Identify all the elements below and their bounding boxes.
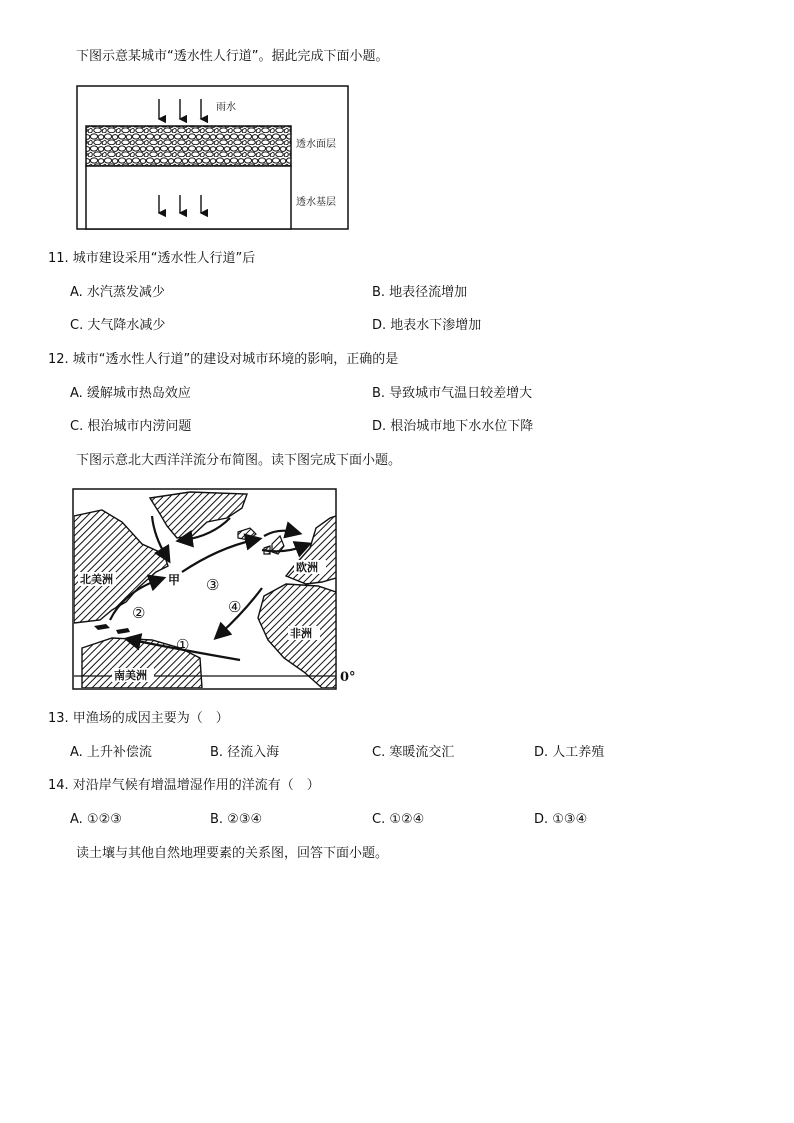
question-14-option-c: C. ①②④ <box>372 812 425 827</box>
question-13-stem: 13. 甲渔场的成因主要为（ ） <box>48 711 229 726</box>
permeable-surface-layer <box>86 126 291 166</box>
intro-text-3: 读土壤与其他自然地理要素的关系图，回答下面小题。 <box>76 846 389 861</box>
label-base-layer: 透水基层 <box>296 197 336 208</box>
label-equator: 0° <box>340 670 356 685</box>
intro-text-2: 下图示意北大西洋洋流分布简图。读下图完成下面小题。 <box>76 453 402 468</box>
label-south-america: 南美洲 <box>114 669 147 682</box>
question-12-option-a: A. 缓解城市热岛效应 <box>70 386 191 401</box>
question-12-option-c: C. 根治城市内涝问题 <box>70 419 192 434</box>
label-rain: 雨水 <box>216 102 236 113</box>
label-africa: 非洲 <box>290 627 312 640</box>
label-current-3: ③ <box>206 576 220 594</box>
question-13-option-c: C. 寒暖流交汇 <box>372 745 455 760</box>
question-14-option-a: A. ①②③ <box>70 812 122 827</box>
question-11-option-a: A. 水汽蒸发减少 <box>70 285 165 300</box>
question-11-stem: 11. 城市建设采用“透水性人行道”后 <box>48 251 256 266</box>
question-11-option-c: C. 大气降水减少 <box>70 318 166 333</box>
label-fishing-ground-jia: 甲 <box>168 573 181 587</box>
question-12-option-d: D. 根治城市地下水水位下降 <box>372 419 534 434</box>
north-atlantic-currents-map <box>72 488 362 692</box>
question-11-option-b: B. 地表径流增加 <box>372 285 468 300</box>
question-13-option-a: A. 上升补偿流 <box>70 745 152 760</box>
label-current-4: ④ <box>228 598 242 616</box>
permeable-base-layer <box>86 166 291 229</box>
permeable-sidewalk-diagram <box>76 85 350 231</box>
label-current-2: ② <box>132 604 146 622</box>
question-12-stem: 12. 城市“透水性人行道”的建设对城市环境的影响，正确的是 <box>48 352 399 367</box>
label-europe: 欧洲 <box>296 561 318 574</box>
question-14-option-b: B. ②③④ <box>210 812 263 827</box>
label-current-1: ① <box>176 636 190 654</box>
question-12-option-b: B. 导致城市气温日较差增大 <box>372 386 533 401</box>
question-13-option-d: D. 人工养殖 <box>534 745 605 760</box>
question-13-option-b: B. 径流入海 <box>210 745 280 760</box>
question-14-option-d: D. ①③④ <box>534 812 588 827</box>
question-11-option-d: D. 地表水下渗增加 <box>372 318 482 333</box>
label-surface-layer: 透水面层 <box>296 139 336 150</box>
intro-text-1: 下图示意某城市“透水性人行道”。据此完成下面小题。 <box>76 49 389 64</box>
question-14-stem: 14. 对沿岸气候有增温增湿作用的洋流有（ ） <box>48 778 320 793</box>
label-north-america: 北美洲 <box>80 573 113 586</box>
